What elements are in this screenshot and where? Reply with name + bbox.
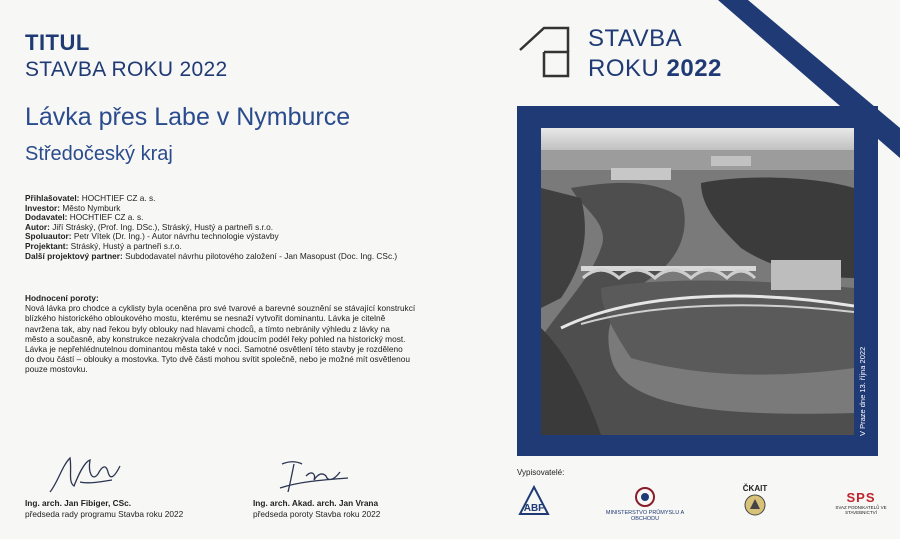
abf-logo-text: ABF: [523, 503, 545, 514]
project-name: Lávka přes Labe v Nymburce: [25, 103, 351, 131]
sps-logo-text: SPS: [846, 490, 876, 505]
award-subtitle: STAVBA ROKU 2022: [25, 58, 228, 81]
signatory-role: předseda poroty Stavba roku 2022: [253, 509, 381, 519]
evaluation-line: do dvou částí – oblouky a mostovka. Tyto dvě části mohou svítit společně, nebo je možné mít osvětlenou: [25, 354, 410, 365]
signature-block-2: [253, 498, 380, 520]
evaluation-line: Nová lávka pro chodce a cyklisty byla oceněna pro své tvarové a barevné souznění se stávající konstrukcí: [25, 303, 416, 314]
fact-value: HOCHTIEF CZ a. s.: [81, 193, 156, 203]
ckait-logo-text: ČKAIT: [742, 484, 768, 493]
brand-roku: ROKU: [588, 55, 660, 82]
brand-wordmark: [588, 24, 722, 84]
fact-label: Autor:: [25, 221, 50, 232]
fact-label: Další projektový partner:: [25, 250, 123, 261]
jury-evaluation: [25, 293, 460, 375]
stavba-roku-house-icon: [518, 26, 572, 78]
fact-value: HOCHTIEF CZ a. s.: [69, 212, 144, 223]
evaluation-line: pouze mostovku.: [25, 364, 88, 375]
fact-row: [25, 252, 465, 262]
fact-label: Spoluautor:: [25, 231, 72, 242]
evaluation-line: město a současně, aby konstrukce nezakrývala chodcům jdoucím podél řeky pohled na historický most.: [25, 333, 406, 344]
brand-line-2: [588, 54, 722, 84]
ckait-logo-icon: [738, 484, 772, 519]
fact-label: Projektant:: [25, 240, 69, 251]
evaluation-line: navržena tak, aby nad řekou byly oblouky nad hlavami chodců, a tímto nebránily výhledu z lávky na: [25, 323, 390, 334]
signature-block-1: [25, 498, 183, 520]
fact-label: Dodavatel:: [25, 212, 68, 223]
fact-value: Subdodavatel návrhu pilotového založení - Jan Masopust (Doc. Ing. CSc.): [125, 250, 398, 261]
bridge-photo: [541, 128, 854, 435]
signature-vrana: [268, 454, 358, 496]
evaluation-line: blízkého historického obloukového mostu, kterému se nesnaží vytvořit dominantu. Lávka je citelně: [25, 313, 386, 324]
fact-label: Přihlašovatel:: [25, 193, 80, 203]
fact-value: Stráský, Hustý a partneři s.r.o.: [70, 240, 182, 251]
evaluation-heading: Hodnocení poroty:: [25, 293, 99, 303]
abf-logo-icon: [517, 484, 551, 518]
project-region: Středočeský kraj: [25, 143, 173, 165]
evaluation-line: Lávka je nepřehlédnutelnou dominantou města také v noci. Samotné osvětlení této stavby je rozděleno: [25, 344, 403, 355]
aerial-photo-illustration: [541, 128, 854, 435]
brand-year: 2022: [666, 55, 722, 82]
brand-line-1: STAVBA: [588, 25, 683, 52]
project-facts: [25, 194, 465, 261]
photo-date-caption: V Praze dne 13. října 2022: [858, 346, 867, 436]
fact-label: Investor:: [25, 202, 61, 213]
signatory-name: Ing. arch. Jan Fibiger, CSc.: [25, 498, 132, 508]
signatory-role: předseda rady programu Stavba roku 2022: [25, 509, 184, 519]
sps-logo-icon: [830, 490, 892, 515]
fact-value: Jiří Stráský, (Prof. Ing. DSc.), Stráský, Hustý a partneři s.r.o.: [52, 221, 274, 232]
fact-value: Petr Vítek (Dr. Ing.) - Autor návrhu technologie výstavby: [73, 231, 279, 242]
announcers-label: Vypisovatelé:: [517, 468, 565, 477]
fact-value: Město Nymburk: [62, 202, 121, 213]
ministry-logo-text: MINISTERSTVO PRŮMYSLU A OBCHODU: [605, 510, 685, 522]
signatory-name: Ing. arch. Akad. arch. Jan Vrana: [253, 498, 379, 508]
ministry-logo-icon: [605, 486, 685, 522]
sps-logo-subtext: SVAZ PODNIKATELŮ VE STAVEBNICTVÍ: [835, 505, 887, 515]
signature-fibiger: [40, 452, 130, 498]
award-title: TITUL: [25, 30, 90, 55]
